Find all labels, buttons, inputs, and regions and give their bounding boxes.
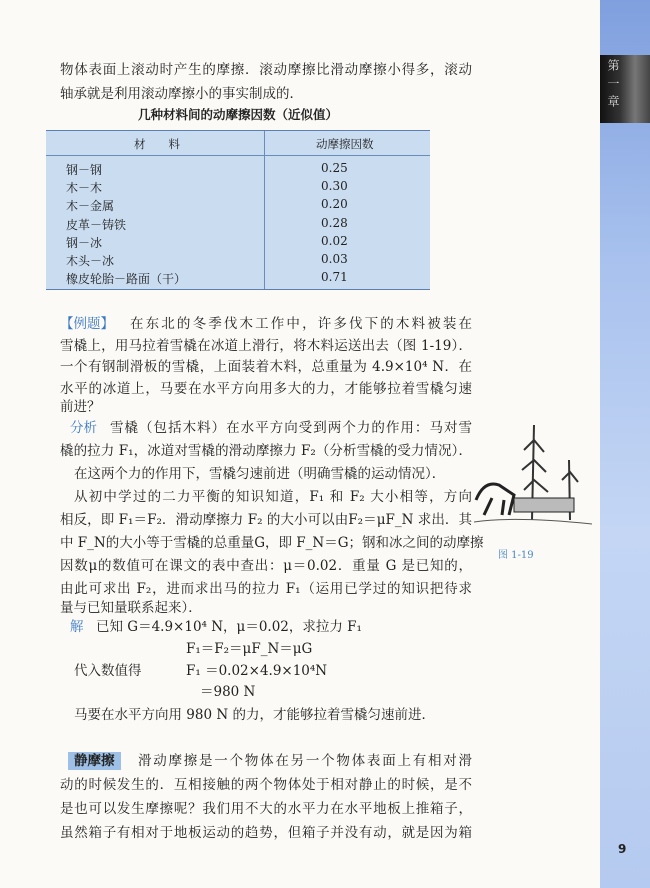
analysis-line: 由此可求出 F₂，进而求出马的拉力 F₁（运用已学过的知识把待求 [60, 581, 472, 597]
header-material: 材 料 [134, 137, 180, 151]
substitute-label: 代入数值得 [74, 663, 142, 679]
analysis-line: 因数μ的数值可在课文的表中查出：μ＝0.02．重量 G 是已知的， [60, 558, 472, 574]
static-line: 是也可以发生摩擦呢？我们用不大的水平力在水平地板上推箱子， [60, 801, 472, 817]
static-line: 滑动摩擦是一个物体在另一个物体表面上有相对滑 [138, 753, 472, 769]
table-row: 钢－冰 0.02 [66, 234, 348, 250]
figure-caption: 图 1-19 [498, 550, 534, 561]
equation: F₁ ＝0.02×4.9×10⁴N [186, 663, 328, 679]
example-line: 雪橇上，用马拉着雪橇在冰道上滑行，将木料运送出去（图 1-19）． [60, 338, 472, 354]
analysis-line: 雪橇（包括木料）在水平方向受到两个力的作用：马对雪 [110, 420, 472, 436]
conclusion: 马要在水平方向用 980 N 的力，才能够拉着雪橇匀速前进． [74, 707, 435, 723]
static-friction-heading: 静摩擦 [68, 752, 128, 770]
static-line: 虽然箱子有相对于地板运动的趋势，但箱子并没有动，就是因为箱 [60, 825, 472, 841]
example-line: 水平的冰道上，马要在水平方向用多大的力，才能够拉着雪橇匀速 [60, 381, 472, 397]
example-line: 一个有钢制滑板的雪橇，上面装着木料，总重量为 4.9×10⁴ N．在 [60, 359, 472, 375]
page-number: 9 [618, 842, 627, 856]
table-row: 木头－冰 0.03 [66, 252, 348, 268]
intro-line: 物体表面上滚动时产生的摩擦．滚动摩擦比滑动摩擦小得多，滚动 [60, 62, 472, 78]
analysis-line: 量与已知量联系起来）． [60, 600, 202, 616]
analysis-line: 相反，即 F₁＝F₂．滑动摩擦力 F₂ 的大小可以由F₂＝μF_N 求出．其 [60, 512, 472, 528]
table-row: 木－木 0.30 [66, 179, 348, 195]
example-line: 前进？ [60, 399, 101, 415]
analysis-line: 橇的拉力 F₁，冰道对雪橇的滑动摩擦力 F₂（分析雪橇的受力情况）． [60, 443, 472, 459]
header-coefficient: 动摩擦因数 [316, 137, 374, 151]
intro-line: 轴承就是利用滚动摩擦小的事实制成的． [60, 86, 303, 102]
example-label: 【例题】 [60, 316, 114, 332]
analysis-line: 中 F_N的大小等于雪橇的总重量G，即 F_N＝G；钢和冰之间的动摩擦 [60, 535, 484, 551]
analysis-label: 分析 [70, 420, 97, 436]
chapter-thumbnail: 第一章 [600, 55, 650, 123]
equation: ＝980 N [200, 684, 256, 700]
table-row: 木－金属 0.20 [66, 197, 348, 213]
example-line: 在东北的冬季伐木工作中，许多伐下的木料被装在 [130, 316, 472, 332]
table-title: 几种材料间的动摩擦因数（近似值） [137, 107, 338, 122]
friction-table [46, 130, 430, 290]
analysis-line: 在这两个力的作用下，雪橇匀速前进（明确雪橇的运动情况）． [74, 466, 446, 482]
equation: F₁＝F₂＝μF_N＝μG [186, 641, 313, 657]
horse-sled-illustration [474, 420, 594, 535]
table-row: 钢－钢 0.25 [66, 161, 348, 177]
solution-given: 已知 G＝4.9×10⁴ N，μ＝0.02，求拉力 F₁ [96, 619, 362, 635]
chapter-side-strip [600, 0, 650, 888]
table-row: 橡皮轮胎－路面（干） 0.71 [66, 270, 348, 286]
table-header [46, 131, 430, 156]
analysis-line: 从初中学过的二力平衡的知识知道，F₁ 和 F₂ 大小相等，方向 [74, 489, 472, 505]
static-line: 动的时候发生的．互相接触的两个物体处于相对静止的时候，是不 [60, 777, 472, 793]
table-row: 皮革－铸铁 0.28 [66, 216, 348, 232]
solution-label: 解 [70, 619, 84, 635]
